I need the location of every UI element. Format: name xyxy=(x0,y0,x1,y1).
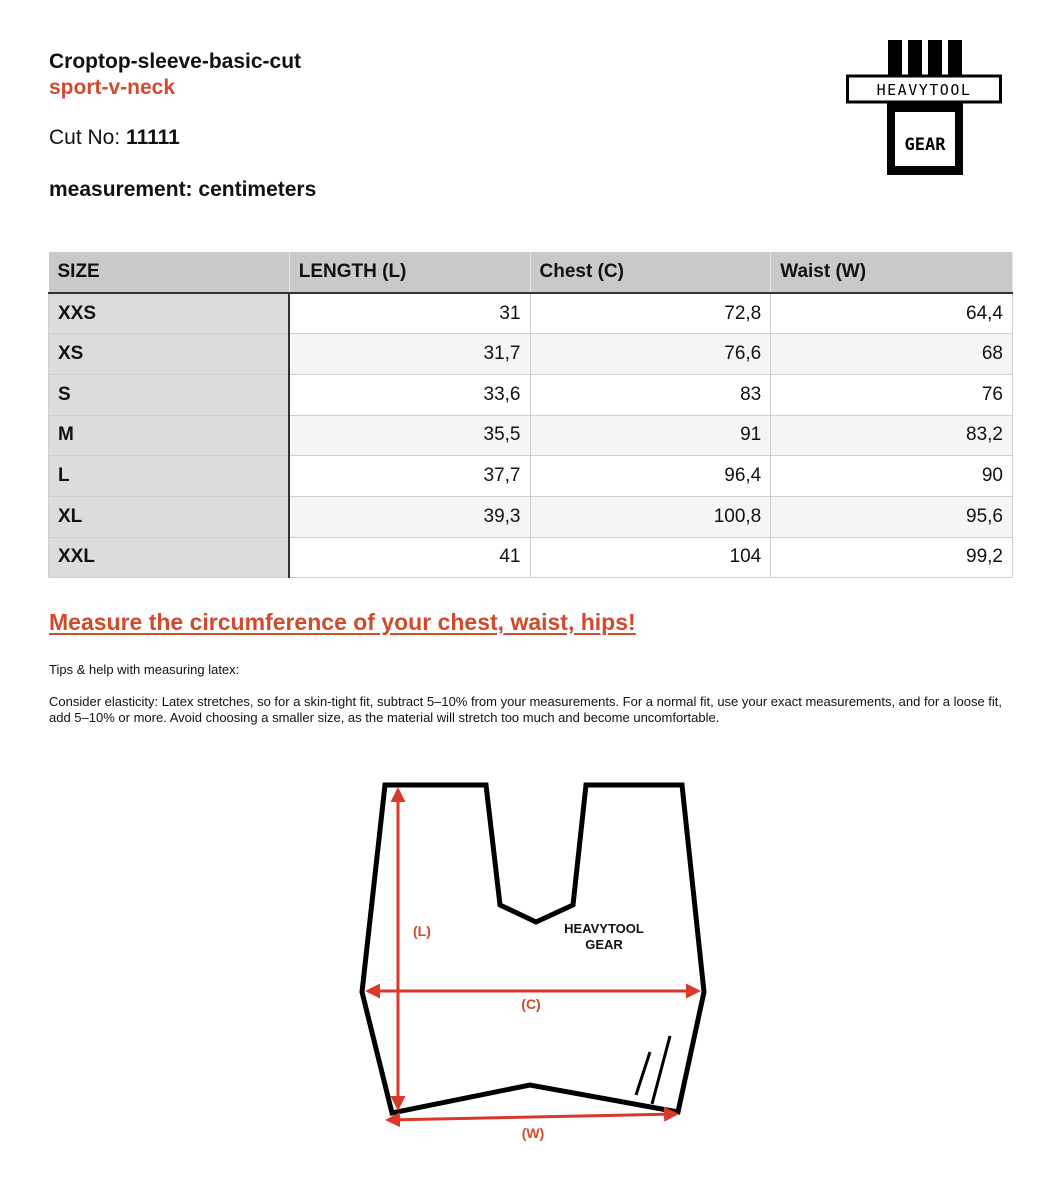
cut-number-label: Cut No: xyxy=(49,126,121,149)
chest-cell: 72,8 xyxy=(530,293,771,334)
waist-arrow xyxy=(388,1114,676,1120)
cut-number-line xyxy=(49,126,180,150)
size-cell: XS xyxy=(49,334,290,375)
cut-number-value: 11111 xyxy=(126,126,180,149)
stitch-line xyxy=(636,1052,650,1095)
waist-cell: 83,2 xyxy=(771,415,1013,456)
product-title: Croptop-sleeve-basic-cut xyxy=(49,50,302,73)
table-row xyxy=(49,293,1013,334)
size-cell: XXL xyxy=(49,537,290,578)
size-cell: S xyxy=(49,374,290,415)
tips-title: Tips & help with measuring latex: xyxy=(49,662,240,677)
product-subtitle: sport-v-neck xyxy=(49,76,176,99)
chest-cell: 91 xyxy=(530,415,771,456)
table-header-row xyxy=(49,252,1013,293)
header-size: SIZE xyxy=(49,252,290,293)
table-row xyxy=(49,456,1013,497)
length-cell: 35,5 xyxy=(289,415,530,456)
size-chart-table xyxy=(48,252,1013,578)
header-waist: Waist (W) xyxy=(771,252,1013,293)
waist-cell: 95,6 xyxy=(771,496,1013,537)
diagram-brand-line1: HEAVYTOOL xyxy=(564,921,644,936)
garment-measurement-diagram xyxy=(340,770,730,1150)
waist-cell: 90 xyxy=(771,456,1013,497)
chest-cell: 83 xyxy=(530,374,771,415)
table-row xyxy=(49,496,1013,537)
chest-cell: 96,4 xyxy=(530,456,771,497)
table-row xyxy=(49,334,1013,375)
diagram-brand-line2: GEAR xyxy=(585,937,623,952)
stitch-line xyxy=(652,1036,670,1104)
chest-cell: 104 xyxy=(530,537,771,578)
chest-cell: 100,8 xyxy=(530,496,771,537)
waist-cell: 68 xyxy=(771,334,1013,375)
length-cell: 31,7 xyxy=(289,334,530,375)
logo-text-top: HEAVYTOOL xyxy=(876,81,972,99)
measurement-unit: measurement: centimeters xyxy=(49,178,317,201)
length-cell: 37,7 xyxy=(289,456,530,497)
size-cell: M xyxy=(49,415,290,456)
size-cell: XXS xyxy=(49,293,290,334)
waist-cell: 76 xyxy=(771,374,1013,415)
header-chest: Chest (C) xyxy=(530,252,771,293)
size-cell: L xyxy=(49,456,290,497)
waist-label: (W) xyxy=(521,1125,545,1141)
header-length: LENGTH (L) xyxy=(289,252,530,293)
garment-outline xyxy=(362,785,704,1113)
logo-text-bottom: GEAR xyxy=(904,135,946,155)
table-row xyxy=(49,415,1013,456)
measure-headline: Measure the circumference of your chest, waist, hips! xyxy=(49,609,636,635)
chest-label: (C) xyxy=(521,996,541,1012)
length-cell: 31 xyxy=(289,293,530,334)
length-label: (L) xyxy=(413,923,431,939)
tips-body: Consider elasticity: Latex stretches, so for a skin-tight fit, subtract 5–10% from your measurements. For a normal fit, use your exact measurements, and for a loose fit, add 5–10% or more. Avoid choosing a smaller size, as the material will stretch too much and become uncomfortable. xyxy=(49,694,1003,725)
waist-cell: 99,2 xyxy=(771,537,1013,578)
waist-cell: 64,4 xyxy=(771,293,1013,334)
size-cell: XL xyxy=(49,496,290,537)
length-cell: 39,3 xyxy=(289,496,530,537)
length-cell: 41 xyxy=(289,537,530,578)
chest-cell: 76,6 xyxy=(530,334,771,375)
table-row xyxy=(49,374,1013,415)
length-cell: 33,6 xyxy=(289,374,530,415)
heavytool-gear-logo xyxy=(846,40,1002,175)
table-row xyxy=(49,537,1013,578)
